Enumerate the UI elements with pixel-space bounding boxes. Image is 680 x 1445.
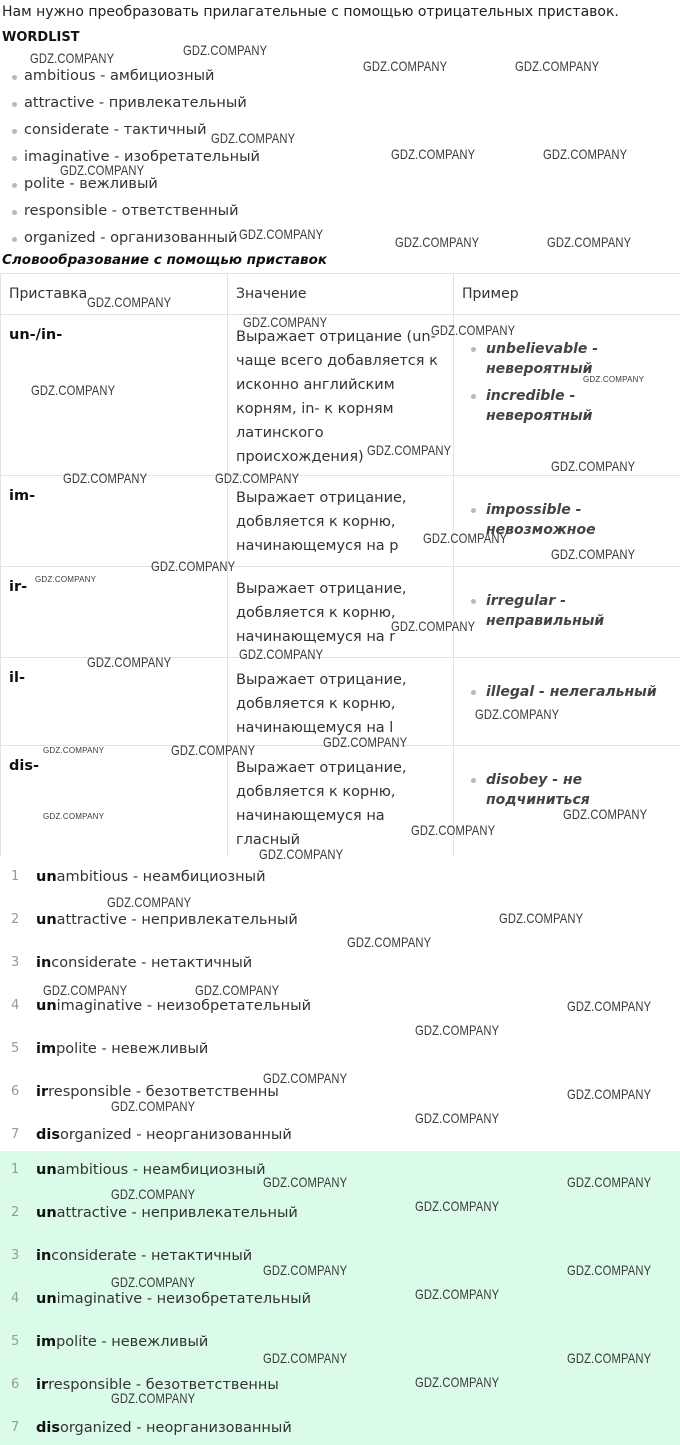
watermark: GDZ.COMPANY [367,442,452,458]
meaning-cell: Выражает отрицание, добвляется к корню, начинающемуся на r [228,567,454,658]
example-item: illegal - нелегальный [470,682,670,702]
watermark: GDZ.COMPANY [583,375,645,384]
answer-number: 3 [11,955,20,970]
answer-number: 1 [11,869,20,884]
watermark: GDZ.COMPANY [263,1350,348,1366]
watermark: GDZ.COMPANY [243,314,328,330]
watermark: GDZ.COMPANY [551,546,636,562]
table-title: Словообразование с помощью приставок [2,252,328,268]
prefix-cell: im- [1,476,228,567]
column-header-meaning: Значение [228,274,454,315]
answer-text [36,952,252,974]
watermark: GDZ.COMPANY [87,294,172,310]
answer-text [36,995,311,1017]
answer-rest: organized - неорганизованный [59,1420,292,1436]
watermark: GDZ.COMPANY [60,162,145,178]
watermark: GDZ.COMPANY [347,934,432,950]
prefix-table [0,273,680,858]
answer-number: 4 [11,1291,20,1306]
wordlist-item: organized - организованный [10,225,260,252]
watermark: GDZ.COMPANY [63,470,148,486]
example-item: disobey - не подчиниться [470,770,670,810]
answer-rest: considerate - нетактичный [51,955,253,971]
wordlist-item: imaginative - изобретательный [10,144,260,171]
watermark: GDZ.COMPANY [391,146,476,162]
watermark: GDZ.COMPANY [423,530,508,546]
watermark: GDZ.COMPANY [475,706,560,722]
watermark: GDZ.COMPANY [111,1274,196,1290]
answer-prefix: un [36,1291,57,1307]
watermark: GDZ.COMPANY [30,50,115,66]
answer-text [36,1124,292,1146]
answer-number: 7 [11,1127,20,1142]
column-header-prefix: Приставка [1,274,228,315]
watermark: GDZ.COMPANY [563,806,648,822]
answer-prefix: ir [36,1377,49,1393]
answer-prefix: in [36,955,52,971]
answer-text [36,1159,266,1181]
answer-prefix: un [36,1162,57,1178]
watermark: GDZ.COMPANY [151,558,236,574]
watermark: GDZ.COMPANY [111,1098,196,1114]
wordlist [10,63,260,252]
wordlist-item: ambitious - амбициозный [10,63,260,90]
watermark: GDZ.COMPANY [263,1262,348,1278]
watermark: GDZ.COMPANY [35,575,97,584]
watermark: GDZ.COMPANY [171,742,256,758]
answer-prefix: un [36,869,57,885]
answer-number: 6 [11,1377,20,1392]
answer-number: 1 [11,1162,20,1177]
wordlist-title: WORDLIST [2,30,80,45]
answer-rest: ambitious - неамбициозный [56,1162,266,1178]
answer-rest: attractive - непривлекательный [56,1205,298,1221]
example-cell [454,567,680,658]
watermark: GDZ.COMPANY [547,234,632,250]
watermark: GDZ.COMPANY [567,998,652,1014]
table-row [1,658,680,746]
answer-list-highlighted [0,1151,680,1445]
answer-prefix: ir [36,1084,49,1100]
answer-number: 5 [11,1041,20,1056]
answer-prefix: im [36,1041,57,1057]
watermark: GDZ.COMPANY [567,1174,652,1190]
answer-rest: considerate - нетактичный [51,1248,253,1264]
watermark: GDZ.COMPANY [111,1186,196,1202]
watermark: GDZ.COMPANY [431,322,516,338]
wordlist-item: attractive - привлекательный [10,90,260,117]
watermark: GDZ.COMPANY [239,226,324,242]
answer-rest: organized - неорганизованный [59,1127,292,1143]
answer-number: 2 [11,912,20,927]
meaning-cell: Выражает отрицание, добвляется к корню, начинающемуся на p [228,476,454,567]
example-item: unbelievable - невероятный [470,339,670,379]
meaning-cell: Выражает отрицание, добвляется к корню, начинающемуся на гласный [228,746,454,858]
answer-number: 7 [11,1420,20,1435]
answer-prefix: in [36,1248,52,1264]
wordlist-item: responsible - ответственный [10,198,260,225]
column-header-example: Пример [454,274,680,315]
answer-rest: attractive - непривлекательный [56,912,298,928]
answer-prefix: un [36,1205,57,1221]
example-cell [454,746,680,858]
watermark: GDZ.COMPANY [195,982,280,998]
watermark: GDZ.COMPANY [259,846,344,862]
watermark: GDZ.COMPANY [551,458,636,474]
watermark: GDZ.COMPANY [239,646,324,662]
answer-rest: polite - невежливый [56,1041,209,1057]
answer-rest: imaginative - неизобретательный [56,1291,312,1307]
answer-rest: responsible - безответственны [48,1377,279,1393]
answer-text [36,1202,298,1224]
wordlist-item: considerate - тактичный [10,117,260,144]
answer-number: 6 [11,1084,20,1099]
answer-prefix: un [36,912,57,928]
answer-number: 5 [11,1334,20,1349]
example-item: irregular - неправильный [470,591,670,631]
answer-text [36,1245,252,1267]
watermark: GDZ.COMPANY [43,982,128,998]
watermark: GDZ.COMPANY [263,1174,348,1190]
watermark: GDZ.COMPANY [543,146,628,162]
intro-text: Нам нужно преобразовать прилагательные с помощью отрицательных приставок. [2,4,619,20]
watermark: GDZ.COMPANY [567,1262,652,1278]
watermark: GDZ.COMPANY [567,1086,652,1102]
answer-text [36,1417,292,1439]
prefix-cell: dis- [1,746,228,858]
answer-prefix: im [36,1334,57,1350]
answer-text [36,1038,208,1060]
watermark: GDZ.COMPANY [415,1286,500,1302]
watermark: GDZ.COMPANY [515,58,600,74]
watermark: GDZ.COMPANY [415,1198,500,1214]
wordlist-item: polite - вежливый [10,171,260,198]
answer-rest: ambitious - неамбициозный [56,869,266,885]
watermark: GDZ.COMPANY [107,894,192,910]
watermark: GDZ.COMPANY [391,618,476,634]
example-cell [454,658,680,746]
answer-prefix: dis [36,1420,60,1436]
watermark: GDZ.COMPANY [415,1022,500,1038]
watermark: GDZ.COMPANY [415,1110,500,1126]
answer-rest: polite - невежливый [56,1334,209,1350]
watermark: GDZ.COMPANY [183,42,268,58]
answer-number: 3 [11,1248,20,1263]
answer-text [36,909,298,931]
answer-text [36,1288,311,1310]
answer-text [36,1331,208,1353]
answer-text [36,866,266,888]
answer-prefix: dis [36,1127,60,1143]
watermark: GDZ.COMPANY [411,822,496,838]
answer-rest: imaginative - неизобретательный [56,998,312,1014]
meaning-cell: Выражает отрицание, добвляется к корню, начинающемуся на l [228,658,454,746]
example-cell [454,315,680,476]
answer-prefix: un [36,998,57,1014]
prefix-cell: il- [1,658,228,746]
example-item: incredible - невероятный [470,386,670,426]
watermark: GDZ.COMPANY [31,382,116,398]
watermark: GDZ.COMPANY [43,812,105,821]
meaning-cell: Выражает отрицание (un- чаще всего добавляется к исконно английским корням, in- к корням латинского происхождения) [228,315,454,476]
watermark: GDZ.COMPANY [363,58,448,74]
answer-number: 4 [11,998,20,1013]
example-item: impossible - невозможное [470,500,670,540]
watermark: GDZ.COMPANY [415,1374,500,1390]
watermark: GDZ.COMPANY [43,746,105,755]
prefix-cell: ir- [1,567,228,658]
table-row [1,746,680,858]
watermark: GDZ.COMPANY [87,654,172,670]
table-row [1,567,680,658]
watermark: GDZ.COMPANY [395,234,480,250]
watermark: GDZ.COMPANY [211,130,296,146]
watermark: GDZ.COMPANY [111,1390,196,1406]
watermark: GDZ.COMPANY [215,470,300,486]
watermark: GDZ.COMPANY [499,910,584,926]
prefix-cell: un-/in- [1,315,228,476]
watermark: GDZ.COMPANY [567,1350,652,1366]
watermark: GDZ.COMPANY [263,1070,348,1086]
answer-rest: responsible - безответственны [48,1084,279,1100]
watermark: GDZ.COMPANY [323,734,408,750]
answer-number: 2 [11,1205,20,1220]
